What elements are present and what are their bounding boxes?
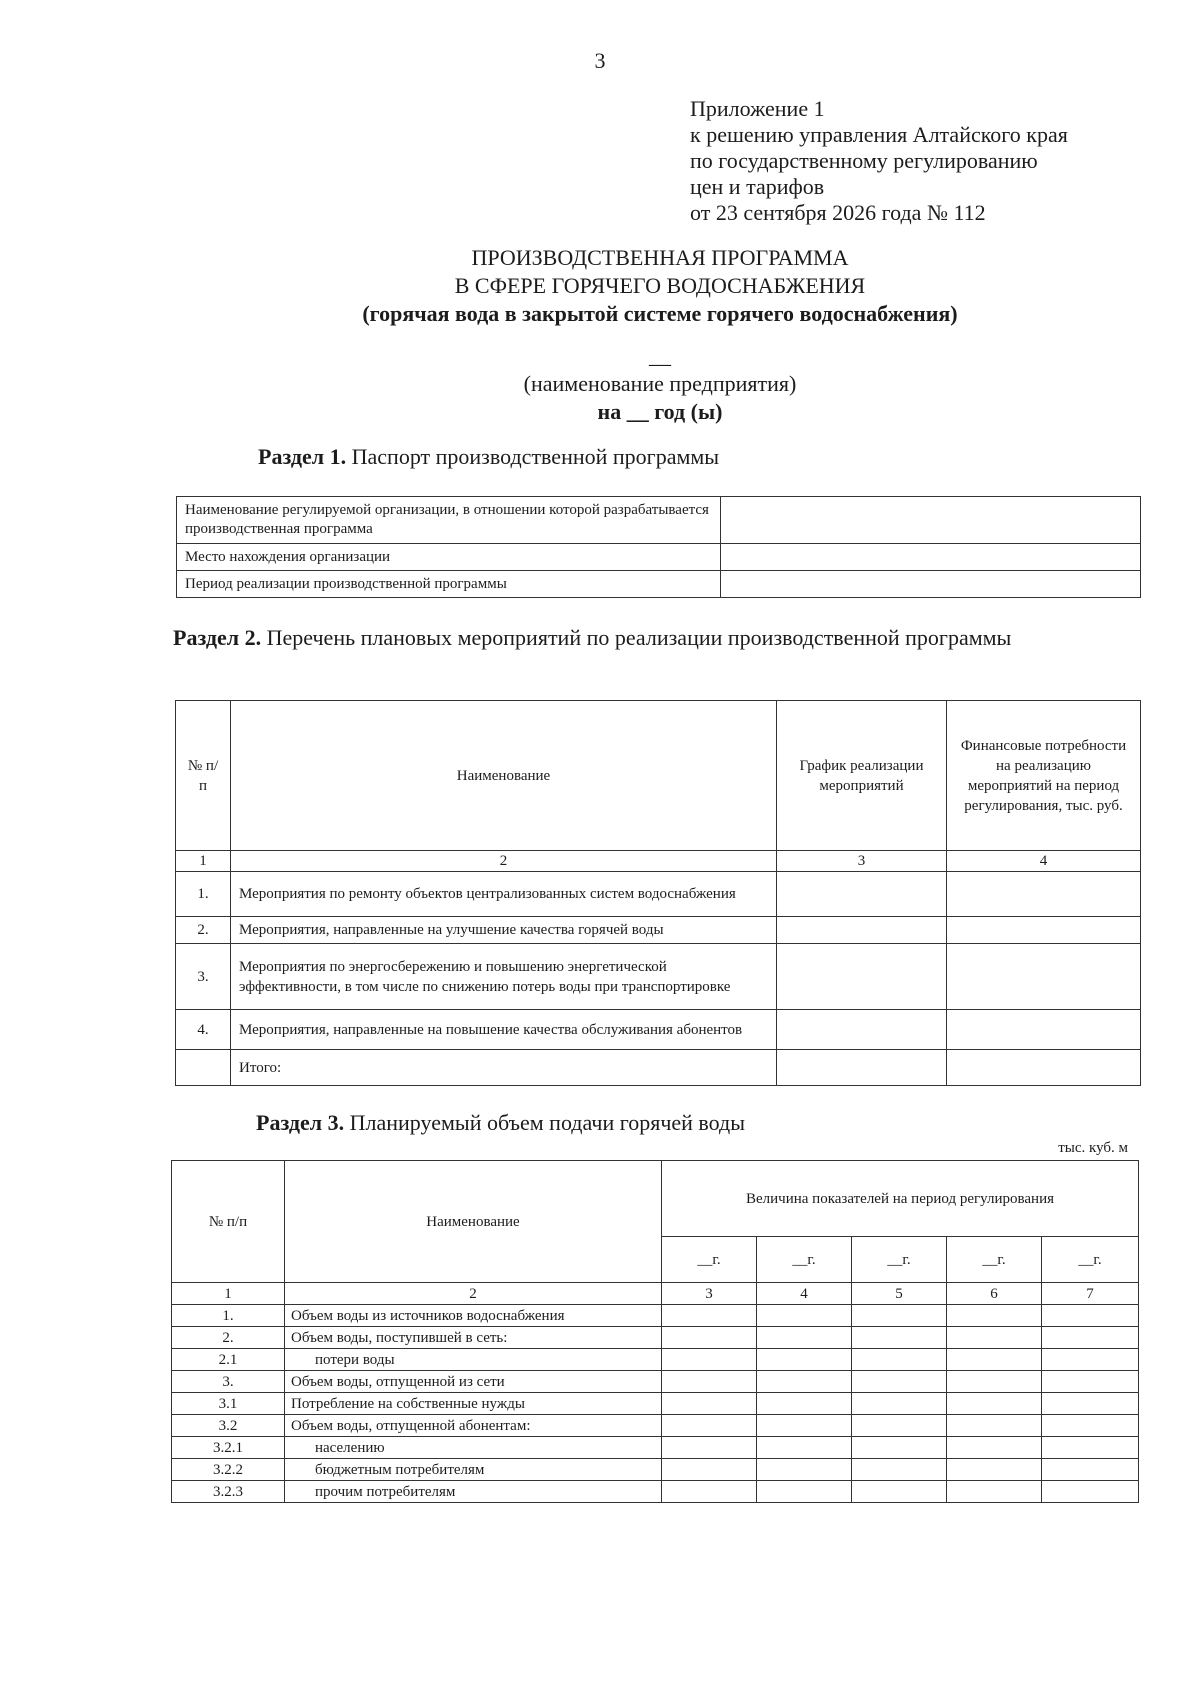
header-num: № п/п <box>176 701 231 851</box>
header-year: __г. <box>852 1237 947 1283</box>
row-value <box>1042 1371 1139 1393</box>
row-name: населению <box>285 1437 662 1459</box>
row-num: 3. <box>172 1371 285 1393</box>
row-finance <box>947 872 1141 917</box>
row-value <box>947 1371 1042 1393</box>
passport-row-label: Период реализации производственной программы <box>177 571 721 598</box>
row-value <box>852 1371 947 1393</box>
row-value <box>1042 1481 1139 1503</box>
header-year: __г. <box>947 1237 1042 1283</box>
row-value <box>662 1393 757 1415</box>
row-num: 2.1 <box>172 1349 285 1371</box>
row-num: 3.2 <box>172 1415 285 1437</box>
col-number: 6 <box>947 1283 1042 1305</box>
row-value <box>662 1327 757 1349</box>
row-value <box>1042 1459 1139 1481</box>
row-value <box>1042 1437 1139 1459</box>
header-name: Наименование <box>285 1161 662 1283</box>
row-num: 1. <box>176 872 231 917</box>
row-num: 1. <box>172 1305 285 1327</box>
units-label: тыс. куб. м <box>1058 1140 1128 1156</box>
row-finance <box>947 944 1141 1010</box>
row-value <box>757 1305 852 1327</box>
document-title <box>0 244 1200 426</box>
appendix-line: цен и тарифов <box>690 174 825 199</box>
section-2-title: Перечень плановых мероприятий по реализации производственной программы <box>266 625 1012 650</box>
row-schedule <box>777 1050 947 1086</box>
section-3-heading <box>256 1110 745 1136</box>
row-name: Объем воды, отпущенной из сети <box>285 1371 662 1393</box>
passport-row-label: Место нахождения организации <box>177 544 721 571</box>
row-value <box>757 1459 852 1481</box>
title-line-1: ПРОИЗВОДСТВЕННАЯ ПРОГРАММА <box>471 245 849 270</box>
section-3-label: Раздел 3. <box>256 1110 345 1135</box>
row-name: бюджетным потребителям <box>285 1459 662 1481</box>
table-row <box>172 1481 1139 1503</box>
row-name: Итого: <box>231 1050 777 1086</box>
header-year: __г. <box>1042 1237 1139 1283</box>
header-name: Наименование <box>231 701 777 851</box>
row-value <box>852 1437 947 1459</box>
table-row <box>172 1327 1139 1349</box>
row-value <box>662 1349 757 1371</box>
row-value <box>757 1393 852 1415</box>
row-value <box>1042 1415 1139 1437</box>
col-number: 2 <box>285 1283 662 1305</box>
col-number: 4 <box>757 1283 852 1305</box>
row-num: 3. <box>176 944 231 1010</box>
row-num: 3.1 <box>172 1393 285 1415</box>
appendix-block <box>690 96 1068 226</box>
table-row <box>176 1050 1141 1086</box>
section-2-label: Раздел 2. <box>173 625 262 650</box>
row-value <box>662 1437 757 1459</box>
row-value <box>1042 1327 1139 1349</box>
row-name: Объем воды, отпущенной абонентам: <box>285 1415 662 1437</box>
row-value <box>757 1371 852 1393</box>
row-value <box>757 1349 852 1371</box>
col-number: 4 <box>947 851 1141 872</box>
header-schedule: График реализации мероприятий <box>777 701 947 851</box>
row-value <box>947 1481 1042 1503</box>
row-schedule <box>777 944 947 1010</box>
col-number: 7 <box>1042 1283 1139 1305</box>
col-number: 2 <box>231 851 777 872</box>
row-num: 3.2.3 <box>172 1481 285 1503</box>
col-number: 3 <box>662 1283 757 1305</box>
header-year: __г. <box>757 1237 852 1283</box>
row-value <box>1042 1305 1139 1327</box>
header-finance: Финансовые потребности на реализацию мероприятий на период регулирования, тыс. руб. <box>947 701 1141 851</box>
section-1-title: Паспорт производственной программы <box>351 444 720 469</box>
enterprise-blank: __ <box>649 343 671 368</box>
row-num: 2. <box>172 1327 285 1349</box>
row-schedule <box>777 1010 947 1050</box>
year-line: на __ год (ы) <box>597 399 723 424</box>
passport-row-value <box>721 544 1141 571</box>
table-row <box>172 1349 1139 1371</box>
row-value <box>852 1393 947 1415</box>
title-line-3: (горячая вода в закрытой системе горячего водоснабжения) <box>362 301 958 326</box>
row-num: 3.2.2 <box>172 1459 285 1481</box>
table-row <box>172 1459 1139 1481</box>
row-finance <box>947 1010 1141 1050</box>
row-value <box>947 1393 1042 1415</box>
water-volume-table <box>171 1160 1139 1503</box>
header-values: Величина показателей на период регулирования <box>662 1161 1139 1237</box>
appendix-line: к решению управления Алтайского края <box>690 122 1068 147</box>
row-name: Мероприятия, направленные на повышение качества обслуживания абонентов <box>231 1010 777 1050</box>
row-value <box>662 1481 757 1503</box>
page-number: 3 <box>594 48 606 73</box>
row-schedule <box>777 917 947 944</box>
row-finance <box>947 917 1141 944</box>
enterprise-label: (наименование предприятия) <box>523 371 797 396</box>
section-1-label: Раздел 1. <box>258 444 347 469</box>
row-num <box>176 1050 231 1086</box>
row-value <box>662 1459 757 1481</box>
row-num: 2. <box>176 917 231 944</box>
table-row <box>172 1415 1139 1437</box>
section-1-heading <box>258 444 719 470</box>
row-name: Мероприятия по энергосбережению и повышению энергетической эффективности, в том числе по снижению потерь воды при транспортировке <box>231 944 777 1010</box>
row-finance <box>947 1050 1141 1086</box>
row-value <box>852 1327 947 1349</box>
row-value <box>757 1481 852 1503</box>
row-value <box>662 1371 757 1393</box>
table-row <box>172 1393 1139 1415</box>
section-3-title: Планируемый объем подачи горячей воды <box>349 1110 746 1135</box>
col-number: 1 <box>172 1283 285 1305</box>
header-num: № п/п <box>172 1161 285 1283</box>
row-value <box>757 1415 852 1437</box>
appendix-line: Приложение 1 <box>690 96 825 121</box>
section-2-heading <box>173 626 1130 650</box>
row-value <box>852 1349 947 1371</box>
row-value <box>947 1349 1042 1371</box>
header-year: __г. <box>662 1237 757 1283</box>
row-value <box>662 1305 757 1327</box>
row-value <box>852 1459 947 1481</box>
row-value <box>947 1459 1042 1481</box>
row-num: 3.2.1 <box>172 1437 285 1459</box>
title-line-2: В СФЕРЕ ГОРЯЧЕГО ВОДОСНАБЖЕНИЯ <box>454 273 866 298</box>
measures-table <box>175 700 1141 1086</box>
table-row <box>176 944 1141 1010</box>
row-value <box>947 1415 1042 1437</box>
appendix-line: от 23 сентября 2026 года № 112 <box>690 200 986 225</box>
row-value <box>947 1305 1042 1327</box>
row-name: Потребление на собственные нужды <box>285 1393 662 1415</box>
col-number: 3 <box>777 851 947 872</box>
col-number: 5 <box>852 1283 947 1305</box>
table-row <box>176 917 1141 944</box>
table-row <box>172 1305 1139 1327</box>
row-name: Объем воды из источников водоснабжения <box>285 1305 662 1327</box>
row-name: Мероприятия по ремонту объектов централизованных систем водоснабжения <box>231 872 777 917</box>
appendix-line: по государственному регулированию <box>690 148 1038 173</box>
row-value <box>852 1481 947 1503</box>
passport-row-label: Наименование регулируемой организации, в отношении которой разрабатывается производственная программа <box>177 497 721 544</box>
row-name: Объем воды, поступившей в сеть: <box>285 1327 662 1349</box>
row-name: прочим потребителям <box>285 1481 662 1503</box>
row-schedule <box>777 872 947 917</box>
row-name: потери воды <box>285 1349 662 1371</box>
table-row <box>176 1010 1141 1050</box>
row-value <box>662 1415 757 1437</box>
row-value <box>947 1327 1042 1349</box>
table-row <box>172 1371 1139 1393</box>
col-number: 1 <box>176 851 231 872</box>
row-name: Мероприятия, направленные на улучшение качества горячей воды <box>231 917 777 944</box>
row-num: 4. <box>176 1010 231 1050</box>
row-value <box>852 1305 947 1327</box>
table-row <box>176 872 1141 917</box>
row-value <box>757 1437 852 1459</box>
row-value <box>1042 1393 1139 1415</box>
row-value <box>1042 1349 1139 1371</box>
row-value <box>757 1327 852 1349</box>
table-row <box>172 1437 1139 1459</box>
passport-row-value <box>721 497 1141 544</box>
row-value <box>947 1437 1042 1459</box>
passport-table <box>176 496 1141 598</box>
passport-row-value <box>721 571 1141 598</box>
row-value <box>852 1415 947 1437</box>
